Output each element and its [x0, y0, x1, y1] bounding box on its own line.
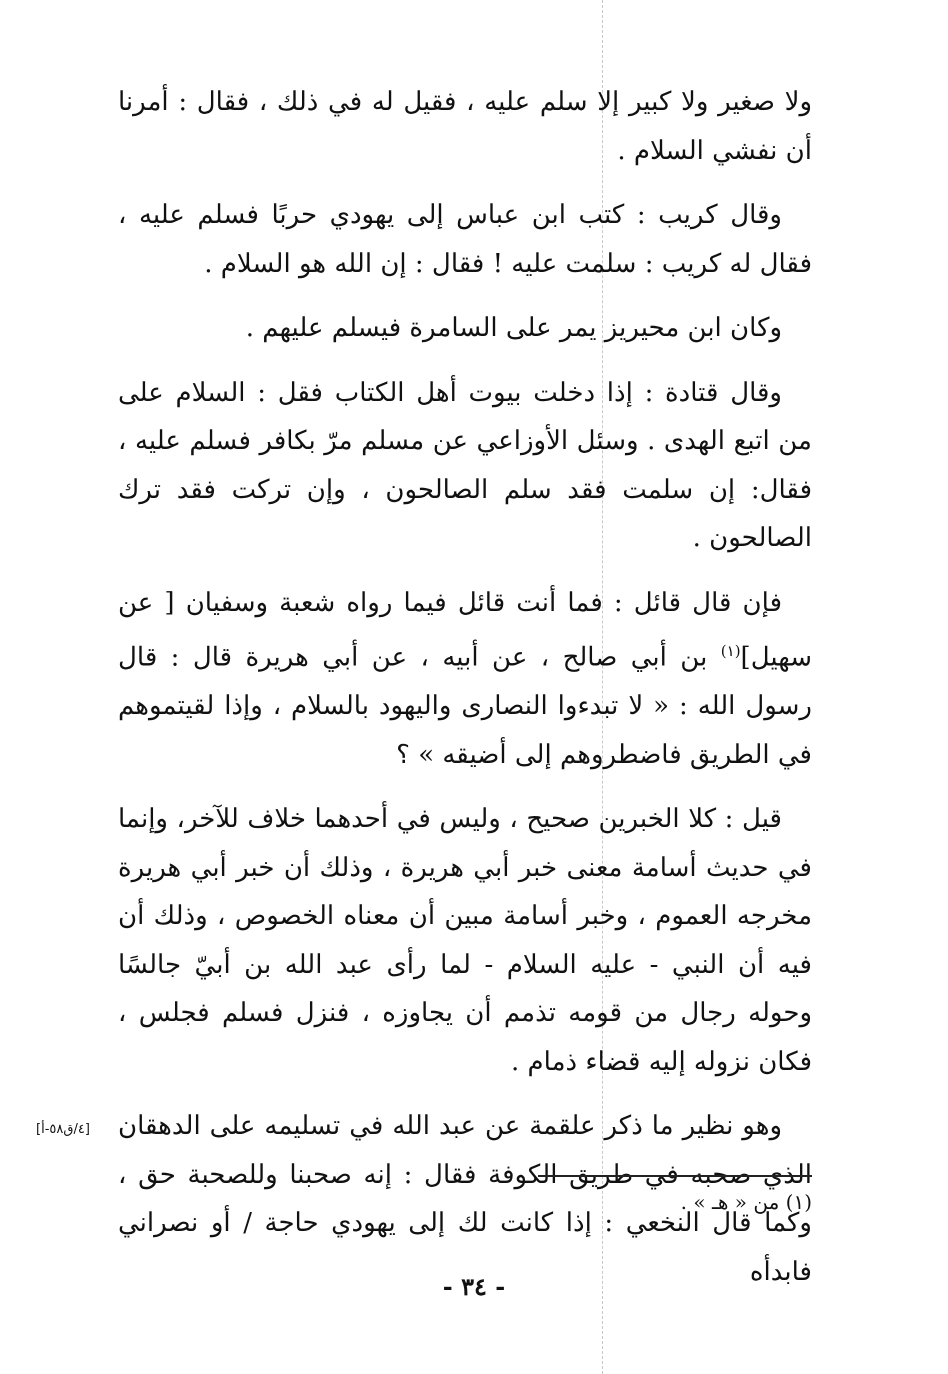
manuscript-folio-reference: [٤/ق٥٨-أ]	[36, 1122, 90, 1137]
paragraph-question	[118, 579, 812, 780]
paragraph-3: وكان ابن محيريز يمر على السامرة فيسلم عليهم .	[245, 313, 782, 343]
footnote: (١) من « هـ » .	[680, 1190, 812, 1214]
question-text-part1: فإن قال قائل : فما أنت قائل فيما رواه شعبة وسفيان [ عن سهيل]	[118, 587, 812, 673]
paragraph-1: ولا صغير ولا كبير إلا سلم عليه ، فقيل له في ذلك ، فقال : أمرنا أن نفشي السلام .	[118, 87, 812, 166]
paragraph-4: وقال قتادة : إذا دخلت بيوت أهل الكتاب فقل : السلام على من اتبع الهدى . وسئل الأوزاعي عن مسلم مرّ بكافر فسلم عليه ، فقال: إن سلمت فقد سلم الصالحون ، وإن تركت فقد ترك الصالحون .	[118, 377, 812, 553]
paragraph-answer: قيل : كلا الخبرين صحيح ، وليس في أحدهما خلاف للآخر، وإنما في حديث أسامة معنى خبر أبي هريرة ، وذلك أن خبر أبي هريرة مخرجه العموم ، وخبر أسامة مبين أن معناه الخصوص ، وذلك أن فيه أن النبي - عليه السلام - لما رأى عبد الله بن أبيّ جالسًا وحوله رجال من قومه تذمم أن يجاوزه ، فنزل فسلم فجلس ، فكان نزوله إليه قضاء ذمام .	[118, 804, 812, 1077]
footnote-divider	[538, 1175, 812, 1177]
page-number: - ٣٤ -	[442, 1272, 506, 1301]
main-text	[118, 78, 812, 1312]
paragraph-2: وقال كريب : كتب ابن عباس إلى يهودي حربًا فسلم عليه ، فقال له كريب : سلمت عليه ! فقال : إن الله هو السلام .	[118, 200, 812, 279]
question-text-part2: بن أبي صالح ، عن أبيه ، عن أبي هريرة قال : قال رسول الله : « لا تبدءوا النصارى واليهود بالسلام ، وإذا لقيتموهم في الطريق فاضطروهم إلى أضيقه » ؟	[118, 642, 812, 770]
footnote-marker: (١)	[720, 642, 741, 660]
paragraph-last: وهو نظير ما ذكر علقمة عن عبد الله في تسليمه على الدهقان الذي صحبه في طريق الكوفة فقال : إنه صحبنا وللصحبة حق ، وكما قال النخعي : إذا كانت لك إلى يهودي حاجة / أو نصراني فابدأه	[118, 1111, 812, 1287]
